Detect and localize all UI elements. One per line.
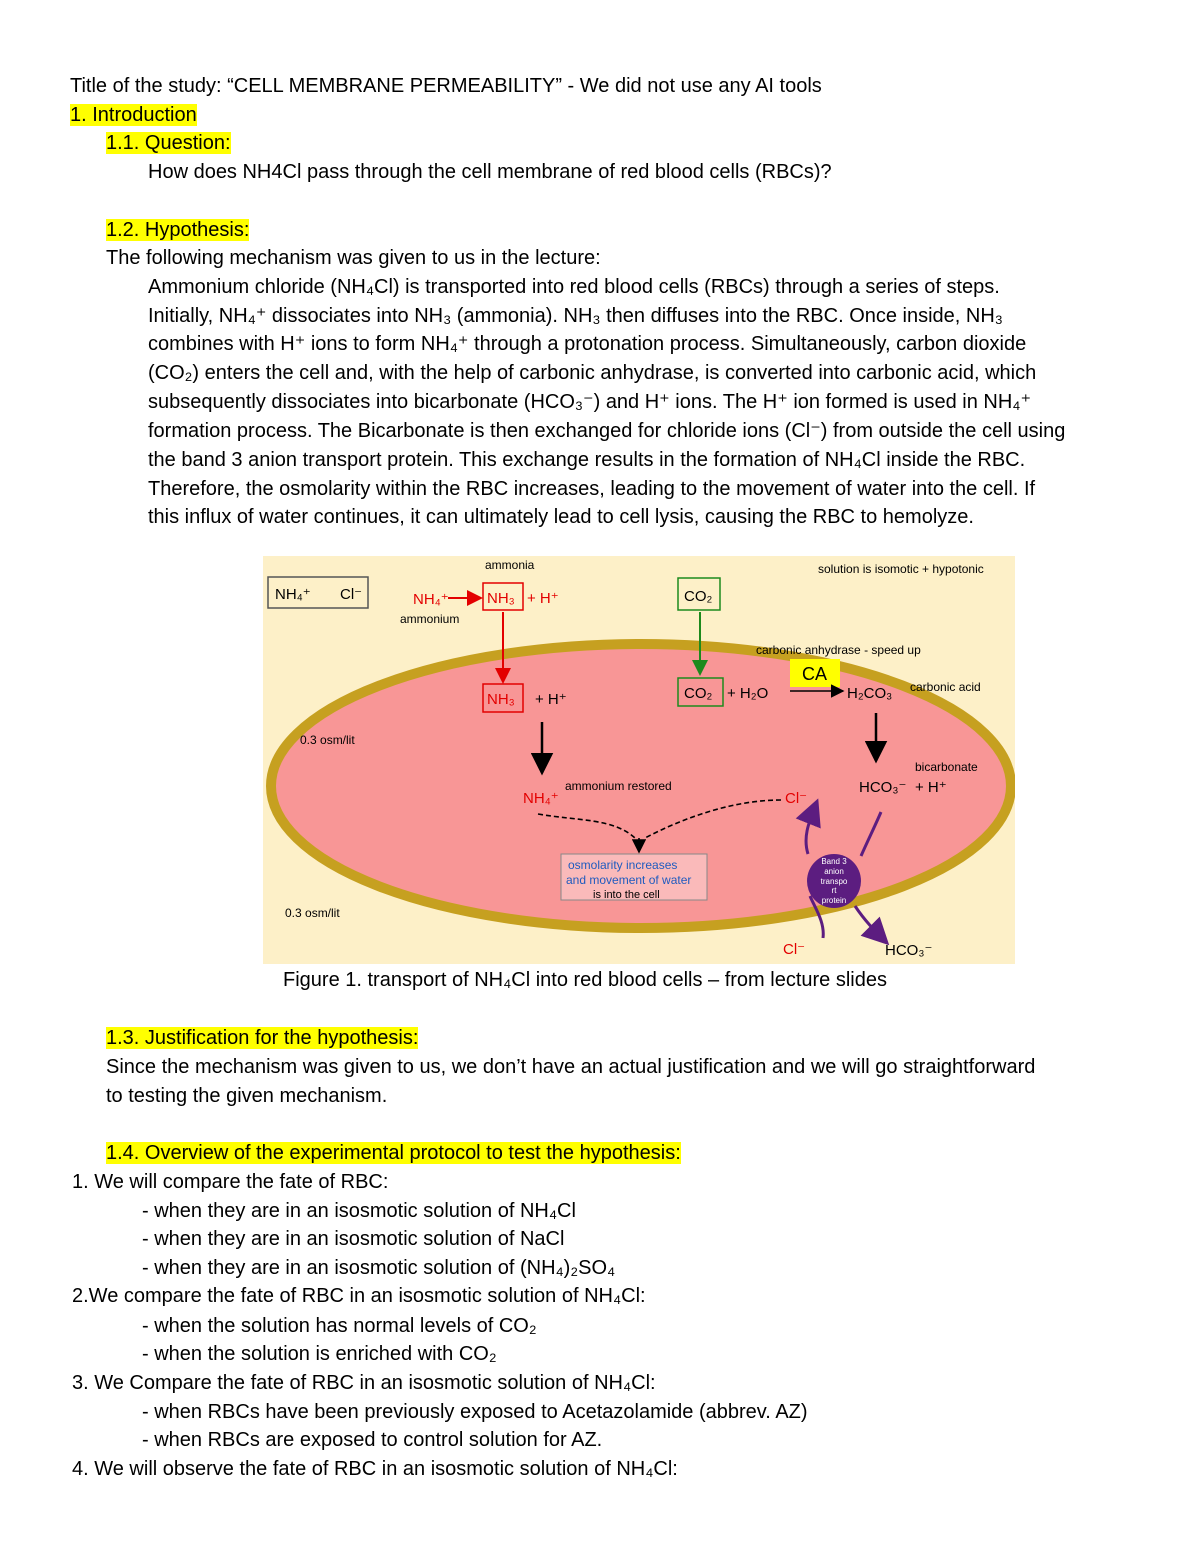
- hypothesis-heading-text: 1.2. Hypothesis:: [106, 219, 250, 241]
- introduction-heading-text: 1. Introduction: [70, 104, 197, 126]
- hypothesis-line: subsequently dissociates into bicarbonate (HCO₃⁻) and H⁺ ions. The H⁺ ion formed is used in NH₄⁺: [148, 391, 1032, 413]
- hypothesis-line: Therefore, the osmolarity within the RBC increases, leading to the movement of water into the cell. If: [148, 478, 1036, 500]
- nh3-top: NH₃: [487, 590, 515, 607]
- overview-subitem: - when they are in an isosmotic solution of NaCl: [142, 1228, 565, 1250]
- nh3-inner: NH₃: [487, 691, 515, 708]
- hypothesis-line: (CO₂) enters the cell and, with the help of carbonic anhydrase, is converted into carbonic acid, which: [148, 362, 1037, 384]
- band3-line: protein: [821, 896, 847, 905]
- carbonic-acid-label: carbonic acid: [910, 680, 981, 694]
- hypothesis-line: Initially, NH₄⁺ dissociates into NH₃ (ammonia). NH₃ then diffuses into the RBC. Once inside, NH₃: [148, 305, 1003, 327]
- hypothesis-line: the band 3 anion transport protein. This exchange results in the formation of NH₄Cl inside the RBC.: [148, 449, 1026, 471]
- ammonium-restored-label: ammonium restored: [565, 779, 672, 793]
- question-heading-text: 1.1. Question:: [106, 132, 231, 154]
- figure-caption: Figure 1. transport of NH₄Cl into red blood cells – from lecture slides: [283, 969, 887, 991]
- solution-label: solution is isomotic + hypotonic: [818, 562, 984, 576]
- subsection-heading-question: [106, 129, 231, 157]
- carbonic-anhydrase-label: carbonic anhydrase - speed up: [756, 643, 921, 657]
- rbc-transport-diagram: [263, 556, 1015, 964]
- overview-subitem: - when they are in an isosmotic solution of (NH₄)₂SO₄: [142, 1257, 616, 1279]
- overview-item: 2.We compare the fate of RBC in an isosmotic solution of NH₄Cl:: [72, 1285, 646, 1307]
- overview-subitem: - when they are in an isosmotic solution of NH₄Cl: [142, 1200, 576, 1222]
- osmo-line3: is into the cell: [593, 889, 660, 901]
- subsection-heading-justification: [106, 1024, 418, 1052]
- overview-subitem: - when RBCs are exposed to control solution for AZ.: [142, 1429, 603, 1451]
- plus-h2o: + H₂O: [727, 685, 769, 702]
- bicarbonate-label: bicarbonate: [915, 760, 978, 774]
- band3-line: rt: [831, 886, 837, 895]
- plus-h-top: + H⁺: [527, 590, 559, 607]
- ammonium-label: ammonium: [400, 612, 460, 626]
- box-cl-label: Cl⁻: [340, 586, 363, 603]
- hco3-inner: HCO₃⁻: [859, 779, 907, 796]
- cl-outer: Cl⁻: [783, 941, 806, 958]
- osmolarity-inside-label: 0.3 osm/lit: [300, 733, 355, 747]
- subsection-heading-overview: [106, 1139, 681, 1167]
- band3-line: anion: [824, 867, 844, 876]
- overview-heading-text: 1.4. Overview of the experimental protocol to test the hypothesis:: [106, 1142, 681, 1164]
- overview-item: 4. We will observe the fate of RBC in an isosmotic solution of NH₄Cl:: [72, 1458, 678, 1480]
- osmo-line2: and movement of water: [566, 873, 692, 887]
- box-nh4-label: NH₄⁺: [275, 586, 311, 603]
- hypothesis-line: Ammonium chloride (NH₄Cl) is transported into red blood cells (RBCs) through a series of steps.: [148, 276, 1000, 298]
- band3-line: transpo: [820, 877, 848, 886]
- overview-item: 3. We Compare the fate of RBC in an isosmotic solution of NH₄Cl:: [72, 1372, 656, 1394]
- subsection-heading-hypothesis: [106, 216, 249, 244]
- hypothesis-lead: The following mechanism was given to us in the lecture:: [106, 247, 601, 269]
- osmo-line1: osmolarity increases: [568, 858, 678, 872]
- nh4-restored: NH₄⁺: [523, 790, 559, 807]
- section-heading-introduction: [70, 101, 197, 129]
- justification-line: Since the mechanism was given to us, we don’t have an actual justification and we will go straightforward: [106, 1056, 1036, 1078]
- co2-inner: CO₂: [684, 685, 713, 702]
- nh4-top: NH₄⁺: [413, 591, 449, 608]
- cl-inner: Cl⁻: [785, 790, 808, 807]
- plus-h-right: + H⁺: [915, 779, 947, 796]
- ca-label: CA: [802, 664, 828, 684]
- h2co3: H₂CO₃: [847, 685, 893, 702]
- overview-subitem: - when the solution has normal levels of CO₂: [142, 1315, 537, 1337]
- band3-line: Band 3: [821, 857, 847, 866]
- hypothesis-line: formation process. The Bicarbonate is then exchanged for chloride ions (Cl⁻) from outside the cell using: [148, 420, 1066, 442]
- justification-line: to testing the given mechanism.: [106, 1085, 388, 1107]
- justification-heading-text: 1.3. Justification for the hypothesis:: [106, 1027, 419, 1049]
- plus-h-inner: + H⁺: [535, 691, 567, 708]
- hco3-outer: HCO₃⁻: [885, 942, 933, 959]
- co2-top: CO₂: [684, 588, 713, 605]
- hypothesis-line: combines with H⁺ ions to form NH₄⁺ through a protonation process. Simultaneously, carbon dioxide: [148, 333, 1027, 355]
- osmolarity-outside-label: 0.3 osm/lit: [285, 906, 340, 920]
- overview-item: 1. We will compare the fate of RBC:: [72, 1171, 389, 1193]
- hypothesis-line: this influx of water continues, it can ultimately lead to cell lysis, causing the RBC to hemolyze.: [148, 506, 974, 528]
- overview-subitem: - when the solution is enriched with CO₂: [142, 1343, 497, 1365]
- overview-subitem: - when RBCs have been previously exposed to Acetazolamide (abbrev. AZ): [142, 1401, 808, 1423]
- document-title-line: Title of the study: “CELL MEMBRANE PERMEABILITY” - We did not use any AI tools: [70, 75, 822, 97]
- question-text: How does NH4Cl pass through the cell membrane of red blood cells (RBCs)?: [148, 161, 832, 183]
- ammonia-label: ammonia: [485, 558, 535, 572]
